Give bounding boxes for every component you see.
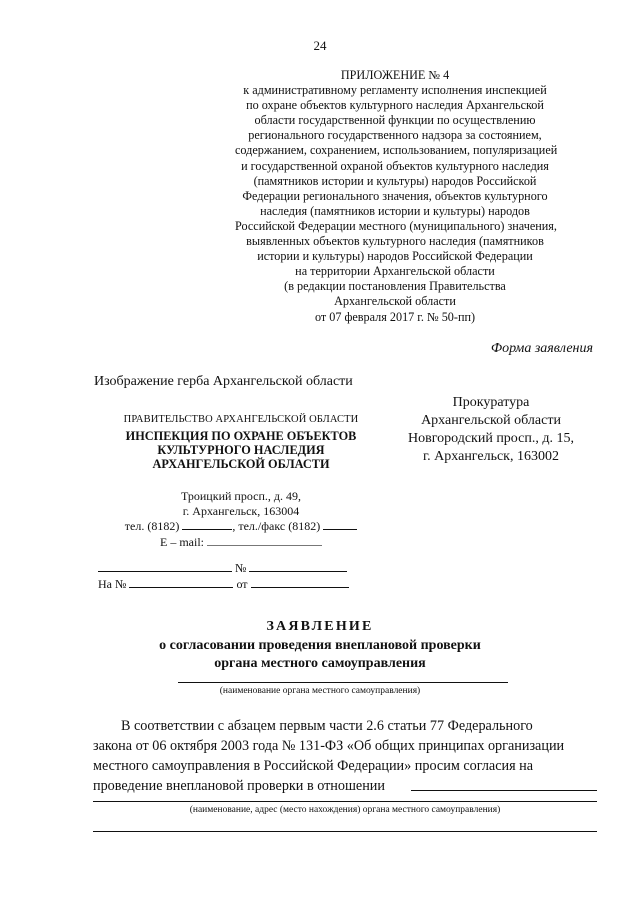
reply-number-blank <box>129 576 233 588</box>
body-name-blank <box>178 682 508 683</box>
inspection-line: АРХАНГЕЛЬСКОЙ ОБЛАСТИ <box>152 457 330 471</box>
subject-blank <box>411 779 597 791</box>
date-blank <box>98 560 232 572</box>
crest-placeholder: Изображение герба Архангельской области <box>94 374 353 389</box>
request-paragraph <box>93 716 597 796</box>
paragraph-line: В соответствии с абзацем первым части 2.6 статьи 77 Федерального <box>121 718 533 734</box>
sender-address <box>76 489 406 518</box>
address-line: г. Архангельск, 163004 <box>182 503 300 518</box>
paragraph-line <box>93 776 597 796</box>
number-blank <box>249 560 347 572</box>
reply-label: На № <box>98 577 127 591</box>
paragraph-line-text: проведение внеплановой проверки в отношении <box>93 778 385 794</box>
phone-blank <box>182 518 232 530</box>
document-title: ЗАЯВЛЕНИЕ <box>266 619 374 634</box>
number-label: № <box>235 561 247 575</box>
appendix-line: Архангельской области <box>334 294 456 309</box>
appendix-line: (в редакции постановления Правительства <box>284 279 506 294</box>
appendix-line: и государственной охраной объектов культурного наследия <box>241 158 549 173</box>
document-subtitle <box>0 637 640 673</box>
appendix-line: Российской Федерации местного (муниципального) значения, <box>235 218 557 233</box>
fax-blank <box>323 518 357 530</box>
address-blank-line <box>93 801 597 802</box>
form-label: Форма заявления <box>490 341 593 356</box>
inspection-line: КУЛЬТУРНОГО НАСЛЕДИЯ <box>157 443 325 457</box>
address-line: Троицкий просп., д. 49, <box>181 489 301 503</box>
appendix-line: наследия (памятников истории и культуры) народов <box>260 203 530 218</box>
subtitle-line: органа местного самоуправления <box>214 656 426 671</box>
recipient-line: Архангельской области <box>421 413 561 428</box>
email-line <box>76 534 406 550</box>
inspection-name <box>76 429 406 471</box>
recipient-line: Новгородский просп., д. 15, <box>407 431 574 446</box>
fax-label: , тел./факс (8182) <box>232 519 321 533</box>
appendix-line: (памятников истории и культуры) народов Российской <box>253 173 537 188</box>
sender-block <box>76 414 406 549</box>
paragraph-line: местного самоуправления в Российской Федерации» просим согласия на <box>93 758 534 774</box>
recipient-line: Прокуратура <box>452 395 530 410</box>
phone-line <box>76 518 406 534</box>
phone-label: тел. (8182) <box>124 519 180 533</box>
inspection-line: ИНСПЕКЦИЯ ПО ОХРАНЕ ОБЪЕКТОВ <box>125 429 357 443</box>
reply-number-row <box>98 576 349 592</box>
appendix-line: области государственной функции по осуществлению <box>254 113 536 128</box>
appendix-block <box>235 68 558 325</box>
reply-date-blank <box>251 576 349 588</box>
government-name: ПРАВИТЕЛЬСТВО АРХАНГЕЛЬСКОЙ ОБЛАСТИ <box>123 414 359 425</box>
address-caption: (наименование, адрес (место нахождения) органа местного самоуправления) <box>189 805 501 815</box>
appendix-line: истории и культуры) народов Российской Федерации <box>257 249 533 264</box>
appendix-line: по охране объектов культурного наследия Архангельской <box>246 98 544 113</box>
appendix-line: к административному регламенту исполнения инспекцией <box>243 83 547 98</box>
appendix-title: ПРИЛОЖЕНИЕ № 4 <box>340 68 450 82</box>
page-number: 24 <box>313 38 327 53</box>
appendix-line: от 07 февраля 2017 г. № 50-пп) <box>314 309 476 324</box>
appendix-line: Федерации регионального значения, объектов культурного <box>242 188 548 203</box>
appendix-line: регионального государственного надзора за состоянием, <box>248 128 542 143</box>
from-label: от <box>236 577 248 591</box>
body-name-caption: (наименование органа местного самоуправления) <box>219 686 421 696</box>
address-blank-line-2 <box>93 831 597 832</box>
subtitle-line: о согласовании проведения внеплановой проверки <box>159 638 481 653</box>
email-label: E – mail: <box>160 534 204 549</box>
outgoing-number-row <box>98 560 347 576</box>
recipient-block <box>396 394 586 466</box>
appendix-line: содержанием, сохранением, использованием, популяризацией <box>235 143 558 158</box>
paragraph-line: закона от 06 октября 2003 года № 131-ФЗ «Об общих принципах организации <box>93 738 565 754</box>
appendix-line: на территории Архангельской области <box>295 264 495 279</box>
email-blank <box>207 534 322 546</box>
appendix-line: выявленных объектов культурного наследия (памятников <box>246 234 544 249</box>
recipient-line: г. Архангельск, 163002 <box>423 449 559 464</box>
